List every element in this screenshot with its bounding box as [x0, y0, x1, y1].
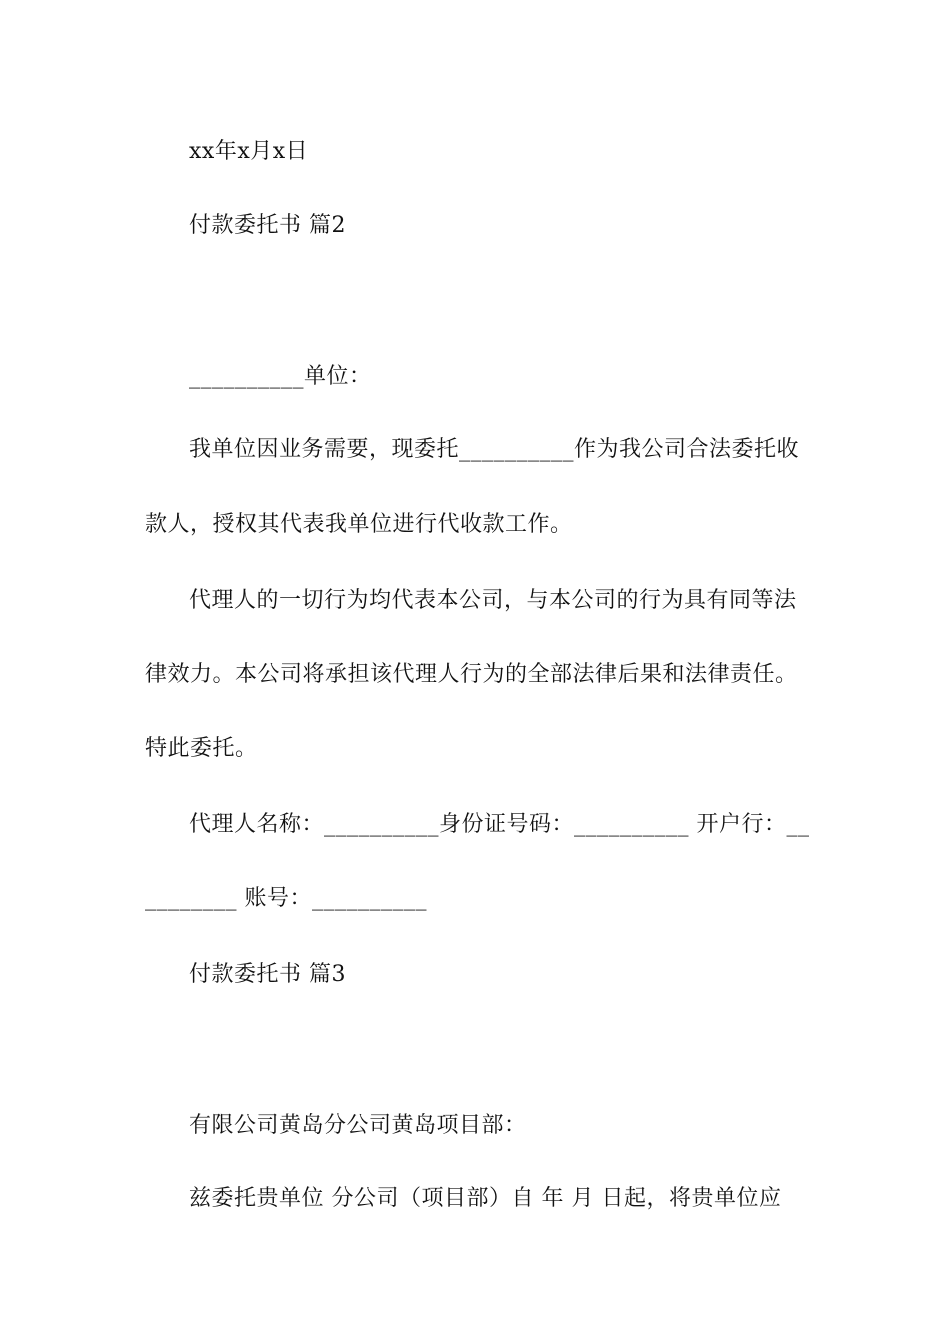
addressee-line: __________单位：	[189, 364, 372, 389]
body-paragraph-1-line-1: 我单位因业务需要，现委托__________作为我公司合法委托收	[189, 437, 800, 462]
section-title-3: 付款委托书 篇3	[189, 962, 346, 987]
addressee-line-3: 有限公司黄岛分公司黄岛项目部：	[189, 1113, 527, 1138]
agent-info-line-1: 代理人名称：__________身份证号码：__________ 开户行：__	[189, 812, 810, 837]
body-paragraph-1-line-2: 款人，授权其代表我单位进行代收款工作。	[145, 512, 573, 537]
body-paragraph-3-line-1: 兹委托贵单位 分公司（项目部）自 年 月 日起，将贵单位应	[189, 1186, 782, 1211]
section-title-2: 付款委托书 篇2	[189, 213, 346, 238]
closing-line: 特此委托。	[145, 736, 258, 761]
body-paragraph-2-line-1: 代理人的一切行为均代表本公司，与本公司的行为具有同等法	[189, 588, 797, 613]
body-paragraph-2-line-2: 律效力。本公司将承担该代理人行为的全部法律后果和法律责任。	[145, 662, 798, 687]
agent-info-line-2: ________ 账号：__________	[145, 886, 427, 911]
date-line: xx年x月x日	[189, 139, 309, 164]
